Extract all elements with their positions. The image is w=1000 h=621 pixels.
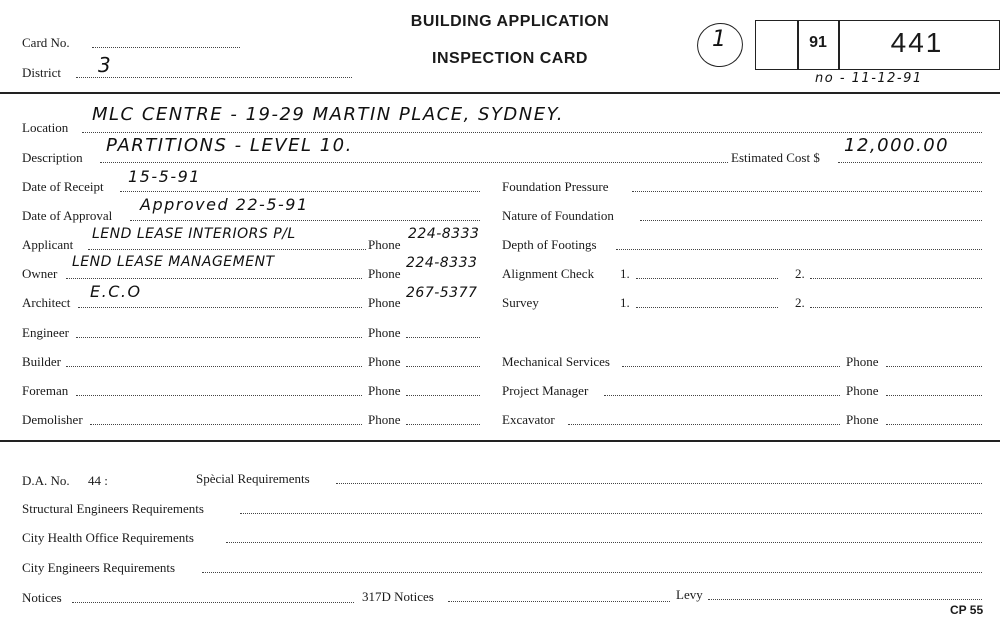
alignment-check-2: 2.: [795, 266, 805, 281]
date-of-receipt-label: Date of Receipt: [22, 179, 104, 194]
engineer-label: Engineer: [22, 325, 69, 340]
project-manager-phone-label: Phone: [846, 383, 879, 398]
foundation-pressure-label: Foundation Pressure: [502, 179, 609, 194]
date-of-approval-value: Approved 22-5-91: [140, 195, 309, 214]
architect-label: Architect: [22, 295, 71, 310]
survey-1: 1.: [620, 295, 630, 310]
applicant-phone-label: Phone: [368, 237, 401, 252]
owner-phone-value: 224-8333: [406, 255, 478, 271]
alignment-check-label: Alignment Check: [502, 266, 595, 281]
health-requirements-field[interactable]: [226, 528, 982, 543]
survey-2: 2.: [795, 295, 805, 310]
location-label: Location: [22, 120, 69, 135]
architect-value: E.C.O: [90, 282, 142, 301]
mechanical-services-field[interactable]: [622, 352, 840, 367]
survey-1-field[interactable]: [636, 293, 778, 308]
engineer-field[interactable]: [76, 323, 362, 338]
mechanical-services-phone-label: Phone: [846, 354, 879, 369]
excavator-phone-field[interactable]: [886, 410, 982, 425]
engineer-phone-label: Phone: [368, 325, 401, 340]
form-code: CP 55: [950, 603, 984, 617]
da-no-value: 44 :: [88, 473, 108, 488]
year-box: 91: [809, 34, 827, 51]
317d-notices-field[interactable]: [448, 587, 670, 602]
applicant-label: Applicant: [22, 237, 74, 252]
mechanical-services-phone-field[interactable]: [886, 352, 982, 367]
levy-field[interactable]: [708, 585, 982, 600]
foreman-phone-field[interactable]: [406, 381, 480, 396]
engineers-requirements-label: City Engineers Requirements: [22, 560, 176, 575]
form-title-line2: INSPECTION CARD: [432, 50, 588, 67]
mechanical-services-label: Mechanical Services: [502, 354, 610, 369]
handwritten-note: no - 11-12-91: [815, 71, 923, 86]
survey-2-field[interactable]: [810, 293, 982, 308]
317d-notices-label: 317D Notices: [362, 589, 434, 604]
card-no-label: Card No.: [22, 35, 70, 50]
builder-field[interactable]: [66, 352, 362, 367]
excavator-phone-label: Phone: [846, 412, 879, 427]
date-of-approval-label: Date of Approval: [22, 208, 113, 223]
depth-of-footings-field[interactable]: [616, 235, 982, 250]
alignment-check-1-field[interactable]: [636, 264, 778, 279]
architect-phone-value: 267-5377: [406, 285, 478, 301]
form-title-line1: BUILDING APPLICATION: [410, 13, 610, 30]
header-divider: [0, 92, 1000, 94]
section-divider: [0, 440, 1000, 442]
demolisher-phone-field[interactable]: [406, 410, 480, 425]
health-requirements-label: City Health Office Requirements: [22, 530, 194, 545]
structural-requirements-label: Structural Engineers Requirements: [22, 501, 204, 516]
project-manager-label: Project Manager: [502, 383, 589, 398]
foreman-field[interactable]: [76, 381, 362, 396]
survey-label: Survey: [502, 295, 539, 310]
depth-of-footings-label: Depth of Footings: [502, 237, 597, 252]
builder-label: Builder: [22, 354, 61, 369]
demolisher-field[interactable]: [90, 410, 362, 425]
number-box-divider: [838, 20, 840, 70]
owner-phone-label: Phone: [368, 266, 401, 281]
owner-label: Owner: [22, 266, 58, 281]
district-field[interactable]: [76, 63, 352, 78]
card-no-field[interactable]: [92, 33, 240, 48]
foreman-phone-label: Phone: [368, 383, 401, 398]
circled-number: 1: [712, 27, 728, 52]
project-manager-phone-field[interactable]: [886, 381, 982, 396]
engineers-requirements-field[interactable]: [202, 558, 982, 573]
demolisher-label: Demolisher: [22, 412, 83, 427]
nature-of-foundation-field[interactable]: [640, 206, 982, 221]
project-manager-field[interactable]: [604, 381, 840, 396]
number-box-divider: [797, 20, 799, 70]
structural-requirements-field[interactable]: [240, 499, 982, 514]
special-requirements-label: Spècial Requirements: [196, 471, 310, 486]
architect-phone-label: Phone: [368, 295, 401, 310]
applicant-value: LEND LEASE INTERIORS P/L: [92, 226, 296, 242]
excavator-label: Excavator: [502, 412, 555, 427]
notices-label: Notices: [22, 590, 62, 605]
builder-phone-field[interactable]: [406, 352, 480, 367]
application-number: 441: [890, 27, 944, 58]
foundation-pressure-field[interactable]: [632, 177, 982, 192]
estimated-cost-label: Estimated Cost $: [731, 150, 820, 165]
district-value: 3: [98, 53, 113, 77]
location-value: MLC CENTRE - 19-29 MARTIN PLACE, SYDNEY.: [92, 104, 565, 125]
alignment-check-1: 1.: [620, 266, 630, 281]
excavator-field[interactable]: [568, 410, 840, 425]
foreman-label: Foreman: [22, 383, 69, 398]
owner-value: LEND LEASE MANAGEMENT: [72, 254, 275, 270]
notices-field[interactable]: [72, 588, 354, 603]
description-value: PARTITIONS - LEVEL 10.: [106, 135, 353, 156]
date-of-receipt-value: 15-5-91: [128, 167, 201, 186]
engineer-phone-field[interactable]: [406, 323, 480, 338]
special-requirements-field[interactable]: [336, 469, 982, 484]
builder-phone-label: Phone: [368, 354, 401, 369]
applicant-phone-value: 224-8333: [408, 226, 480, 242]
levy-label: Levy: [676, 587, 703, 602]
district-label: District: [22, 65, 61, 80]
estimated-cost-value: 12,000.00: [844, 135, 950, 156]
alignment-check-2-field[interactable]: [810, 264, 982, 279]
demolisher-phone-label: Phone: [368, 412, 401, 427]
nature-of-foundation-label: Nature of Foundation: [502, 208, 614, 223]
description-label: Description: [22, 150, 83, 165]
da-no-label: D.A. No.: [22, 473, 70, 488]
